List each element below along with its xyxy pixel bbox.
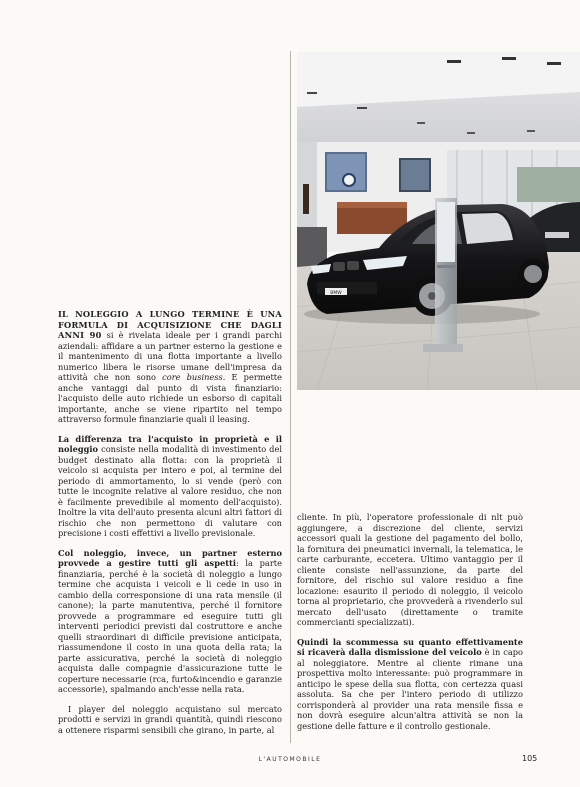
italic-term: core business [162,372,223,382]
left-column [58,309,282,735]
license-plate-text: BMW [330,291,342,296]
showroom-illustration [297,52,580,390]
paragraph-difference: La differenza tra l'acquisto in proprietà e il noleggio consiste nella modalità di investimento del budget destinato alla flotta: con la proprietà il veicolo si acquista per intero e poi, al termine del periodo di ammortamento, lo si vende (però con tutte le incognite relative al valore residuo, che non è facilmente prevedibile al momento dell'acquisto). Inoltre la vita dell'auto presenta alcuni altri fattori di rischio che non permettono di valutare con precisione i costi effettivi a livello previsionale. [58,433,282,538]
right-column [297,512,523,731]
page-number: 105 [522,754,538,763]
paragraph-players: I player del noleggio acquistano sul mercato prodotti e servizi in grandi quantità, quindi riescono a ottenere risparmi sensibili che girano, in parte, al [58,703,282,735]
bold-lead: Quindi la scommessa su quanto effettivamente si ricaverà dalla dismissione del veicolo [297,636,523,657]
paragraph-residual-value: Quindi la scommessa su quanto effettivamente si ricaverà dalla dismissione del veicolo è in capo al noleggiatore. Mentre al cliente rimane una prospettiva molto interessante: può programmare in anticipo le spese della sua flotta, con certezza quasi assoluta. Sa che per l'intero periodo di utilizzo corrisponderà al provider una rata mensile fissa e non dovrà eseguire alcun'altra attività se non la gestione delle fatture e il controllo gestionale. [297,636,523,731]
paragraph-partner: Col noleggio, invece, un partner esterno provvede a gestire tutti gli aspetti: la parte finanziaria, perché è la società di noleggio a lungo termine che acquista i veicoli e li cede in uso in cambio della corresponsione di una rata mensile (il canone); la parte manutentiva, perché il fornitore provvede a programmare ed eseguire tutti gli interventi periodici previsti dal costruttore e anche quelli straordinari di difficile previsione anticipata, riassumendone il costo in una quota della rata; la parte assicurativa, perché la società di noleggio acquista dalle compagnie d'assicurazione tutte le coperture necessarie (rca, furto&incendio e garanzie accessorie), spalmando anch'esse nella rata. [58,547,282,694]
magazine-name: L'AUTOMOBILE [258,756,322,763]
showroom-photo [297,52,580,390]
lead-in-text: IL NOLEGGIO A LUNGO TERMINE È UNA FORMULA DI ACQUISIZIONE CHE DAGLI ANNI 90 [58,309,282,340]
column-divider [290,51,291,743]
bold-lead: La differenza tra l'acquisto in proprietà e il noleggio [58,433,282,454]
paragraph-intro: IL NOLEGGIO A LUNGO TERMINE È UNA FORMULA DI ACQUISIZIONE CHE DAGLI ANNI 90 si è rivelata ideale per i grandi parchi aziendali: affidare a un partner esterno la gestione e il mantenimento di una flotta importante a livello numerico libera le risorse umane dell'impresa da attività che non sono core business. E permette anche vantaggi dal punto di vista finanziario: l'acquisto delle auto richiede un esborso di capitali importante, anche se viene ripartito nel tempo attraverso formule finanziarie quali il leasing. [58,309,282,424]
paragraph-services: cliente. In più, l'operatore professionale di nlt può aggiungere, a discrezione del cliente, servizi accessori quali la gestione del pagamento del bollo, la fornitura dei pneumatici invernali, la telematica, le carte carburante, eccetera. Ultimo vantaggio per il cliente consiste nell'assunzione, da parte del fornitore, del rischio sul valore residuo a fine locazione: esaurito il periodo di noleggio, il veicolo torna al proprietario, che provvederà a rivenderlo sul mercato dell'usato (direttamente o tramite commercianti specializzati). [297,512,523,627]
bold-lead: Col noleggio, invece, un partner esterno provvede a gestire tutti gli aspetti [58,547,282,568]
